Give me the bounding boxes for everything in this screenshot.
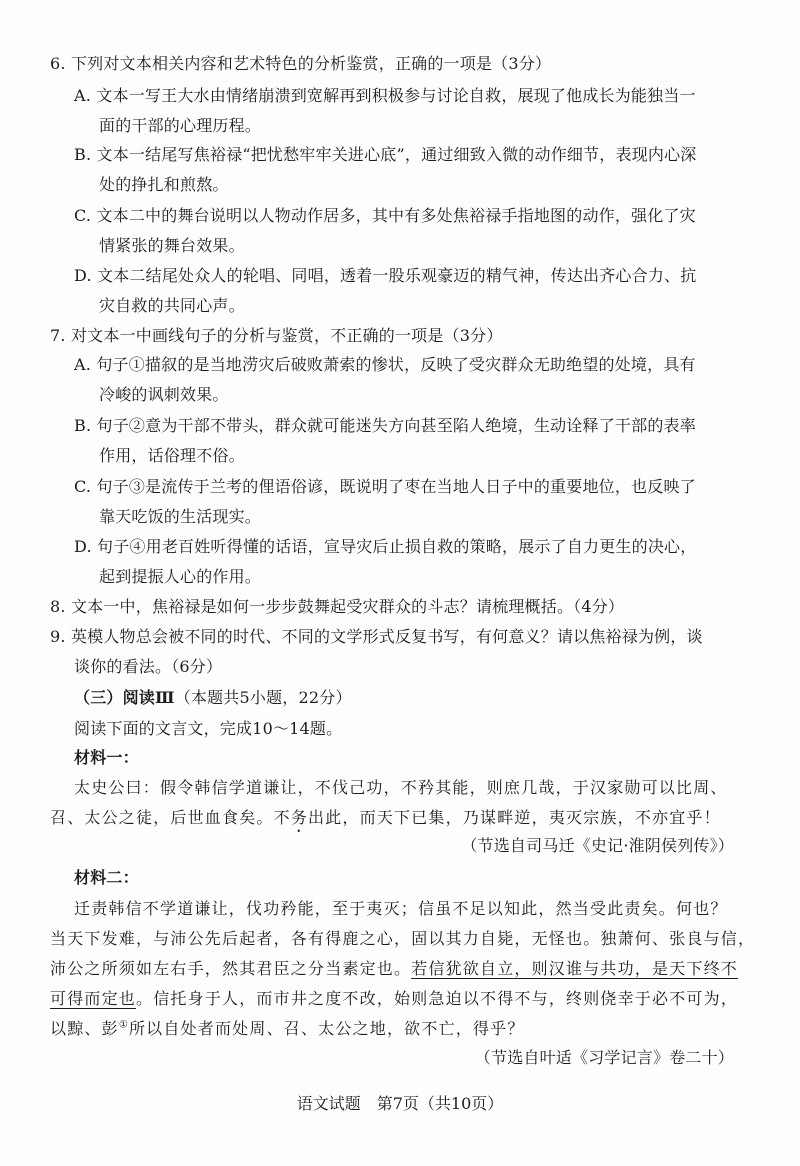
emphasized-word: 务: [290, 808, 309, 827]
question-9: 9. 英模人物总会被不同的时代、不同的文学形式反复书写，有何意义？请以焦裕禄为例，谈: [50, 627, 703, 646]
material-2-source: （节选自叶适《习学记言》卷二十）: [474, 1048, 734, 1067]
section-3-meta: （本题共5小题，22分）: [174, 688, 352, 707]
footnote-marker: ①: [118, 1019, 129, 1031]
material-2-line-5: 以黥、彭①所以自处者而处周、召、太公之地，欲不亡，得乎？: [50, 1019, 525, 1038]
section-3-prefix: （三）: [74, 688, 123, 707]
material-1-source: （节选自司马迁《史记·淮阴侯列传》）: [461, 836, 734, 855]
q7-option-c: C. 句子③是流传于兰考的俚语俗谚，既说明了枣在当地人日子中的重要地位，也反映了: [74, 477, 696, 496]
material-2-label: 材料二：: [74, 868, 139, 887]
material-2-line-1: 迁责韩信不学道谦让，伐功矜能，至于夷灭；信虽不足以知此，然当受此责矣。何也？: [74, 899, 728, 918]
question-9-cont: 谈你的看法。（6分）: [74, 657, 223, 676]
q7-option-d: D. 句子④用老百姓听得懂的话语，宣导灾后止损自救的策略，展示了自力更生的决心，: [74, 537, 697, 556]
section-3-heading: [74, 686, 352, 710]
q7-option-c-cont: 靠天吃饭的生活现实。: [99, 507, 262, 526]
q7-option-b-cont: 作用，话俗理不俗。: [99, 446, 245, 465]
q6-option-a: A. 文本一写王大水由情绪崩溃到宽解再到积极参与讨论自救，展现了他成长为能独当一: [74, 86, 696, 105]
q6-option-a-cont: 面的干部的心理历程。: [99, 116, 262, 135]
q7-option-a: A. 句子①描叙的是当地涝灾后破败萧索的惨状，反映了受灾群众无助绝望的处境，具有: [74, 355, 696, 374]
page-footer: 语文试题 第7页（共10页）: [296, 1094, 504, 1113]
question-7-stem: 7. 对文本一中画线句子的分析与鉴赏，不正确的一项是（3分）: [50, 326, 503, 345]
underlined-sentence: 若信犹欲自立，则汉谁与共功，是天下终不: [411, 959, 739, 978]
q6-option-d-cont: 灾自救的共同心声。: [99, 296, 245, 315]
question-8: 8. 文本一中，焦裕禄是如何一步步鼓舞起受灾群众的斗志？请梳理概括。（4分）: [50, 597, 625, 616]
material-2-line-4: 可得而定也。信托身于人，而市井之度不改，始则急迫以不得不与，终则侥幸于必不可为，: [50, 989, 739, 1008]
material-1-line-2: 召、太公之徒，后世血食矣。不务出此，而天下已集，乃谋畔逆，夷灭宗族，不亦宜乎！: [50, 808, 721, 827]
q7-option-d-cont: 起到提振人心的作用。: [99, 567, 262, 586]
question-6-stem: 6. 下列对文本相关内容和艺术特色的分析鉴赏，正确的一项是（3分）: [50, 54, 552, 73]
q6-option-b: B. 文本一结尾写焦裕禄“把忧愁牢牢关进心底”，通过细致入微的动作细节，表现内心深: [74, 145, 697, 164]
material-1-label: 材料一：: [74, 748, 139, 767]
q6-option-c-cont: 情紧张的舞台效果。: [99, 236, 245, 255]
material-2-line-3: 沛公之所须如左右手，然其君臣之分当素定也。若信犹欲自立，则汉谁与共功，是天下终不: [50, 959, 739, 978]
q7-option-b: B. 句子②意为干部不带头，群众就可能迷失方向甚至陷人绝境，生动诠释了干部的表率: [74, 416, 696, 435]
material-2-line-2: 当天下发难，与沛公先后起者，各有得鹿之心，固以其力自毙，无怪也。独萧何、张良与信，: [50, 929, 756, 948]
material-1-line-1: 太史公曰：假令韩信学道谦让，不伐己功，不矜其能，则庶几哉，于汉家勋可以比周、: [74, 778, 728, 797]
section-3-instruction: 阅读下面的文言文，完成10～14题。: [74, 719, 343, 738]
q6-option-c: C. 文本二中的舞台说明以人物动作居多，其中有多处焦裕禄手指地图的动作，强化了灾: [74, 206, 696, 225]
q6-option-b-cont: 处的挣扎和煎熬。: [99, 175, 229, 194]
q7-option-a-cont: 冷峻的讽刺效果。: [99, 385, 229, 404]
underlined-sentence-cont: 可得而定也: [50, 989, 137, 1008]
q6-option-d: D. 文本二结尾处众人的轮唱、同唱，透着一股乐观豪迈的精气神，传达出齐心合力、抗: [74, 266, 697, 285]
section-3-title: 阅读Ⅲ: [122, 688, 175, 707]
